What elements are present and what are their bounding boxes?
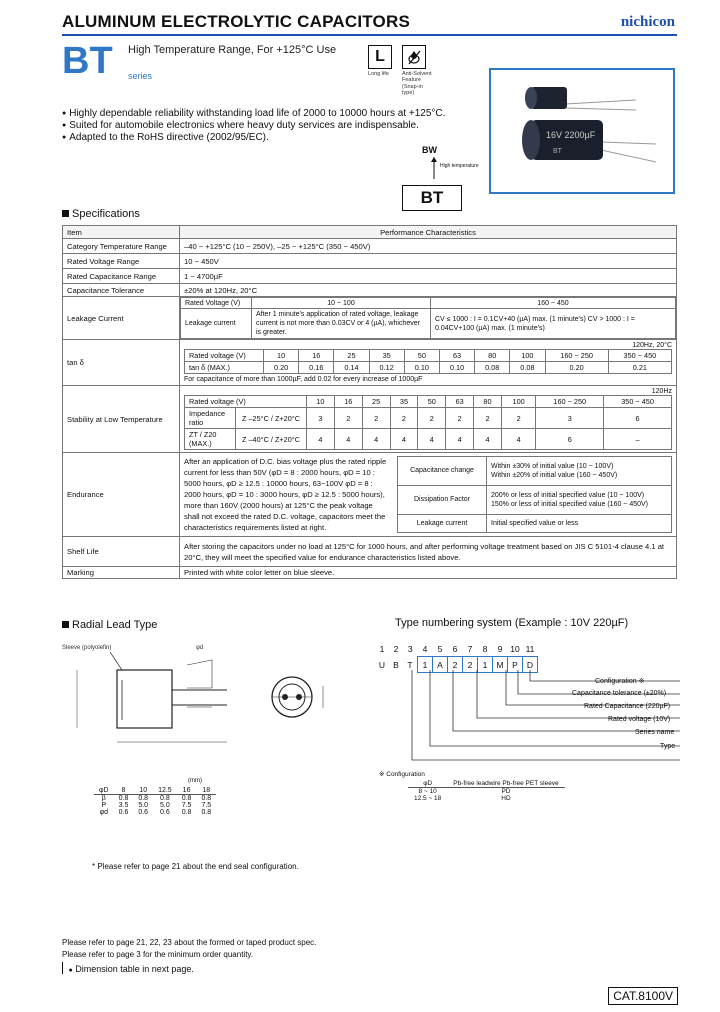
footer-note: Please refer to page 3 for the minimum order quantity.	[62, 950, 254, 959]
configuration-table	[408, 780, 565, 802]
pn-char: T	[407, 659, 413, 670]
dimension-table	[94, 787, 216, 816]
df-label: Dissipation Factor	[398, 485, 487, 514]
sleeve-label: Sleeve (polyolefin)	[62, 645, 112, 651]
svg-text:BT: BT	[553, 148, 562, 155]
leakage-table	[180, 297, 676, 339]
dim-cell: 5.0	[138, 802, 149, 809]
lt-row2-cell: 4	[362, 429, 390, 450]
product-photo	[489, 68, 675, 194]
tan-voltage-cell: 16	[299, 350, 334, 362]
tan-value-cell: 0.10	[404, 362, 439, 374]
lt-voltage-cell: 10	[307, 396, 335, 408]
lt-row1-cell: 2	[501, 408, 535, 429]
tan-value-cell: 0.16	[299, 362, 334, 374]
tan-voltage-cell: 80	[475, 350, 510, 362]
tan-voltage-cell: 350 ~ 450	[608, 350, 671, 362]
lt-rv-label: Rated voltage (V)	[185, 396, 307, 408]
tan-voltage-cell: 160 ~ 250	[545, 350, 608, 362]
lt-voltage-cell: 63	[446, 396, 474, 408]
lc-value: Initial specified value or less	[487, 514, 672, 532]
type-numbering-heading: Type numbering system (Example : 10V 220µF)	[395, 617, 629, 629]
lt-row1-cell: 2	[446, 408, 474, 429]
dim-header-cell: φD	[94, 787, 114, 795]
tan-value-cell: 0.08	[475, 362, 510, 374]
table-row	[408, 780, 565, 788]
pn-char: 1	[478, 657, 493, 673]
dim-cell: 0.6	[118, 809, 129, 816]
lt-row2-cell: 4	[418, 429, 446, 450]
table-row	[94, 802, 216, 809]
config-header-cell: φD	[408, 780, 447, 788]
lc-high: CV ≤ 1000 : I = 0.1CV+40 (µA) max. (1 minute's) CV > 1000 : I = 0.04CV+100 (µA) max. (1 minute's)	[431, 309, 676, 339]
lt-voltage-cell: 100	[501, 396, 535, 408]
tan-voltage-cell: 35	[369, 350, 404, 362]
rv-high: 160 ~ 450	[431, 298, 676, 309]
config-cell: 8 ~ 10	[418, 788, 437, 795]
tan-note: For capacitance of more than 1000µF, add 0.02 for every increase of 1000µF	[184, 376, 423, 383]
pn-char: U	[378, 659, 386, 670]
pn-label-capacitance: Rated Capacitance (220µF)	[584, 703, 671, 710]
lt-voltage-cell: 80	[474, 396, 502, 408]
dim-cell: 0.6	[138, 809, 149, 816]
pn-char: A	[433, 657, 448, 673]
table-row	[94, 809, 216, 816]
pn-char: P	[508, 657, 523, 673]
spec-item: Capacitance Tolerance	[63, 284, 180, 297]
pn-label-type: Type	[660, 743, 676, 750]
dim-unit: (mm)	[188, 778, 202, 784]
lt-row1-cell: 2	[362, 408, 390, 429]
tan-value-cell: 0.08	[510, 362, 545, 374]
series-word: series	[128, 71, 153, 81]
feature-list	[62, 108, 445, 144]
dimension-link-text: Dimension table in next page.	[75, 964, 194, 974]
dim-cell: 0.8	[138, 795, 149, 802]
lt-voltage-cell: 160 ~ 250	[536, 396, 604, 408]
dim-cell: 7.5	[201, 802, 212, 809]
pn-label-tolerance: Capacitance tolerance (±20%)	[572, 690, 667, 697]
tan-value-cell: 0.20	[545, 362, 608, 374]
lt-row2-label: Z –40°C / Z+20°C	[236, 429, 307, 450]
pn-label-voltage: Rated voltage (10V)	[608, 716, 671, 723]
footer-note: Please refer to page 21, 22, 23 about the formed or taped product spec.	[62, 938, 317, 947]
lt-row1-cell: 2	[418, 408, 446, 429]
spec-item: Rated Voltage Range	[63, 254, 180, 269]
pn-position: 2	[393, 643, 399, 654]
upper-series: BW	[422, 145, 437, 155]
tan-value-cell: 0.14	[334, 362, 369, 374]
tan-freq: 120Hz, 20°C	[632, 342, 672, 349]
dim-cell: 5.0	[160, 802, 170, 809]
pn-label-series: Series name	[635, 729, 675, 736]
lc-label: Leakage current	[398, 514, 487, 532]
dim-cell: 0.8	[201, 809, 212, 816]
pn-char: M	[493, 657, 508, 673]
tan-value-cell: 0.12	[369, 362, 404, 374]
tan-value-cell: 0.10	[439, 362, 474, 374]
lt-row1-cell: 2	[390, 408, 418, 429]
pn-char: 1	[418, 657, 433, 673]
pn-position: 6	[452, 643, 458, 654]
lt-voltage-cell: 35	[390, 396, 418, 408]
series-subtitle: High Temperature Range, For +125°C Use	[128, 44, 337, 56]
pn-char: B	[393, 659, 399, 670]
tan-voltage-cell: 50	[404, 350, 439, 362]
long-life-icon: L	[368, 45, 392, 69]
tan-value-cell: 0.21	[608, 362, 671, 374]
specifications-table	[62, 225, 677, 579]
zt-label: ZT / Z20 (MAX.)	[185, 429, 236, 450]
low-temp-table	[184, 395, 672, 450]
dim-cell: φd	[99, 809, 109, 816]
dim-cell: 0.8	[118, 795, 129, 802]
df-value: 200% or less of initial specified value (10 ~ 100V)	[491, 491, 645, 499]
dim-header-cell: 10	[133, 787, 153, 795]
feature-item: ● Adapted to the RoHS directive (2002/95/EC).	[62, 132, 445, 144]
pn-label-config: Configuration ※	[595, 678, 645, 685]
tan-voltage-cell: 25	[334, 350, 369, 362]
spec-item: Rated Capacitance Range	[63, 269, 180, 284]
series-arrow-note: High temperature	[440, 163, 479, 169]
lowtemp-freq: 120Hz	[651, 388, 672, 395]
dim-cell: 3.5	[118, 802, 129, 809]
col-item-header: Item	[63, 226, 180, 239]
lt-row1-cell: 6	[604, 408, 672, 429]
pn-char: D	[523, 657, 538, 673]
spec-item: Category Temperature Range	[63, 239, 180, 254]
df-value: 150% or less of initial specified value (160 ~ 450V)	[491, 500, 649, 508]
pn-position: 10	[510, 643, 520, 654]
pn-position: 4	[422, 643, 428, 654]
tan-table	[184, 349, 672, 374]
radial-heading: Radial Lead Type	[62, 619, 157, 631]
tan-value-cell: 0.20	[264, 362, 299, 374]
config-cell: HD	[501, 795, 511, 802]
specifications-heading: Specifications	[62, 208, 140, 220]
spec-item: Leakage Current	[63, 297, 180, 340]
col-perf-header: Performance Characteristics	[180, 226, 677, 239]
pn-position: 8	[482, 643, 488, 654]
pn-char: 2	[448, 657, 463, 673]
table-row	[408, 795, 565, 802]
dim-header-cell: 8	[114, 787, 134, 795]
dim-cell: 0.6	[160, 809, 170, 816]
endurance-table	[397, 456, 672, 533]
footer-dimension-note	[62, 962, 194, 974]
tan-voltage-cell: 63	[439, 350, 474, 362]
dim-cell: 0.8	[181, 795, 192, 802]
cc-value: Within ±20% of initial value (160 ~ 450V)	[491, 471, 618, 479]
dim-cell: 0.8	[181, 809, 192, 816]
spec-value: –40 ~ +125°C (10 ~ 250V), –25 ~ +125°C (350 ~ 450V)	[180, 239, 677, 254]
table-row	[408, 788, 565, 796]
header-rule	[62, 34, 677, 36]
pn-position: 3	[407, 643, 413, 654]
anti-solvent-icon	[402, 45, 426, 69]
lt-voltage-cell: 50	[418, 396, 446, 408]
lt-voltage-cell: 16	[334, 396, 362, 408]
feature-item: ● Suited for automobile electronics where heavy duty services are indispensable.	[62, 120, 445, 132]
dim-header-cell: 16	[177, 787, 197, 795]
series-code: BT	[62, 40, 113, 82]
anti-solvent-caption: Anti-Solvent Feature (Snap-in type)	[402, 71, 432, 96]
spec-value: 1 ~ 4700µF	[180, 269, 677, 284]
end-seal-note: * Please refer to page 21 about the end seal configuration.	[92, 862, 299, 871]
lt-row2-cell: 4	[446, 429, 474, 450]
end-view-drawing	[268, 672, 338, 727]
bullet-dot: ●	[68, 967, 73, 974]
dim-header-cell: 18	[196, 787, 216, 795]
config-header-cell: Pb-free leadwire Pb-free PET sleeve	[447, 780, 564, 788]
tan-voltage-cell: 100	[510, 350, 545, 362]
spec-item: tan δ	[63, 340, 180, 386]
feature-item: ● Highly dependable reliability withstanding load life of 2000 to 10000 hours at +125°C.	[62, 108, 445, 120]
lt-row2-cell: 4	[390, 429, 418, 450]
lc-low: After 1 minute's application of rated voltage, leakage current is not more than 0.03CV or 4 (µA), whichever is greater.	[252, 309, 431, 339]
tan-label: tan δ (MAX.)	[185, 362, 264, 374]
page-title: ALUMINUM ELECTROLYTIC CAPACITORS	[62, 12, 410, 31]
pn-position: 11	[525, 643, 535, 654]
dim-cell: 0.8	[201, 795, 212, 802]
spec-item: Marking	[63, 567, 180, 579]
lt-voltage-cell: 350 ~ 450	[604, 396, 672, 408]
lead-diameter-label: φd	[196, 645, 204, 651]
rv-low: 10 ~ 100	[252, 298, 431, 309]
table-row	[94, 787, 216, 795]
table-row	[94, 795, 216, 803]
lt-voltage-cell: 25	[362, 396, 390, 408]
pn-position: 5	[437, 643, 443, 654]
pn-position: 9	[497, 643, 503, 654]
lt-row2-cell: 4	[501, 429, 535, 450]
lt-row1-cell: 2	[334, 408, 362, 429]
config-cell: PD	[501, 788, 511, 795]
lt-row2-cell: 4	[474, 429, 502, 450]
lt-row1-cell: 3	[307, 408, 335, 429]
config-cell: 12.5 ~ 18	[414, 795, 442, 802]
spec-item: Stability at Low Temperature	[63, 386, 180, 453]
lt-row1-label: Z –25°C / Z+20°C	[236, 408, 307, 429]
imp-label: Impedance ratio	[185, 408, 236, 429]
spec-value: After storing the capacitors under no load at 125°C for 1000 hours, and after performing voltage treatment based on JIS C 5101-4 clause 4.1 at 20°C, they will meet the specified value for endurance characteristics listed above.	[180, 537, 677, 567]
dim-cell: 7.5	[181, 802, 192, 809]
tan-rv-label: Rated voltage (V)	[185, 350, 264, 362]
svg-text:16V 2200µF: 16V 2200µF	[546, 130, 596, 140]
current-series-box: BT	[402, 185, 462, 211]
spec-value: 10 ~ 450V	[180, 254, 677, 269]
lt-row2-cell: –	[604, 429, 672, 450]
part-number-table	[375, 641, 538, 673]
config-title: ※ Configuration	[379, 771, 425, 778]
anti-solvent-badge	[402, 45, 434, 96]
spec-value: Printed with white color letter on blue sleeve.	[180, 567, 677, 579]
cc-value: Within ±30% of initial value (10 ~ 100V)	[491, 462, 614, 470]
pn-char: 2	[463, 657, 478, 673]
endurance-text: After an application of D.C. bias voltage plus the rated ripple current for less than 50V (φD = 8 : 2000 hours, φD = 10 : 5000 hours, φD ≥ 12.5 : 10000 hours, 63~100V φD = 8 : 2000 hours, φD = 10 : 3000 hours, φD ≥ 12.5 : 5000 hours), more than 160V (2000 hours) at 125°C the peak voltage shall not exceed the rated D.C. voltage, capacitors meet the characteristics requirements listed at right.	[184, 457, 387, 532]
pn-position: 1	[379, 643, 385, 654]
lt-row1-cell: 3	[536, 408, 604, 429]
dim-cell: P	[101, 802, 107, 809]
long-life-badge	[368, 45, 396, 77]
lt-row1-cell: 2	[474, 408, 502, 429]
lc-label: Leakage current	[181, 309, 252, 339]
dim-cell: 0.8	[160, 795, 170, 802]
spec-item: Endurance	[63, 453, 180, 537]
lt-row2-cell: 6	[536, 429, 604, 450]
tan-voltage-cell: 10	[264, 350, 299, 362]
brand-logo: nichicon	[620, 14, 675, 30]
rv-label: Rated Voltage (V)	[181, 298, 252, 309]
radial-drawing	[62, 650, 302, 765]
dim-cell: β	[101, 795, 106, 802]
cc-label: Capacitance change	[398, 457, 487, 486]
dim-header-cell: 12.5	[153, 787, 177, 795]
lt-row2-cell: 4	[307, 429, 335, 450]
spec-item: Shelf Life	[63, 537, 180, 567]
catalog-number: CAT.8100V	[608, 987, 678, 1005]
pn-position: 7	[467, 643, 473, 654]
bar-marker	[62, 962, 63, 974]
spec-value: ±20% at 120Hz, 20°C	[180, 284, 677, 297]
long-life-caption: Long life	[368, 71, 389, 77]
lt-row2-cell: 4	[334, 429, 362, 450]
